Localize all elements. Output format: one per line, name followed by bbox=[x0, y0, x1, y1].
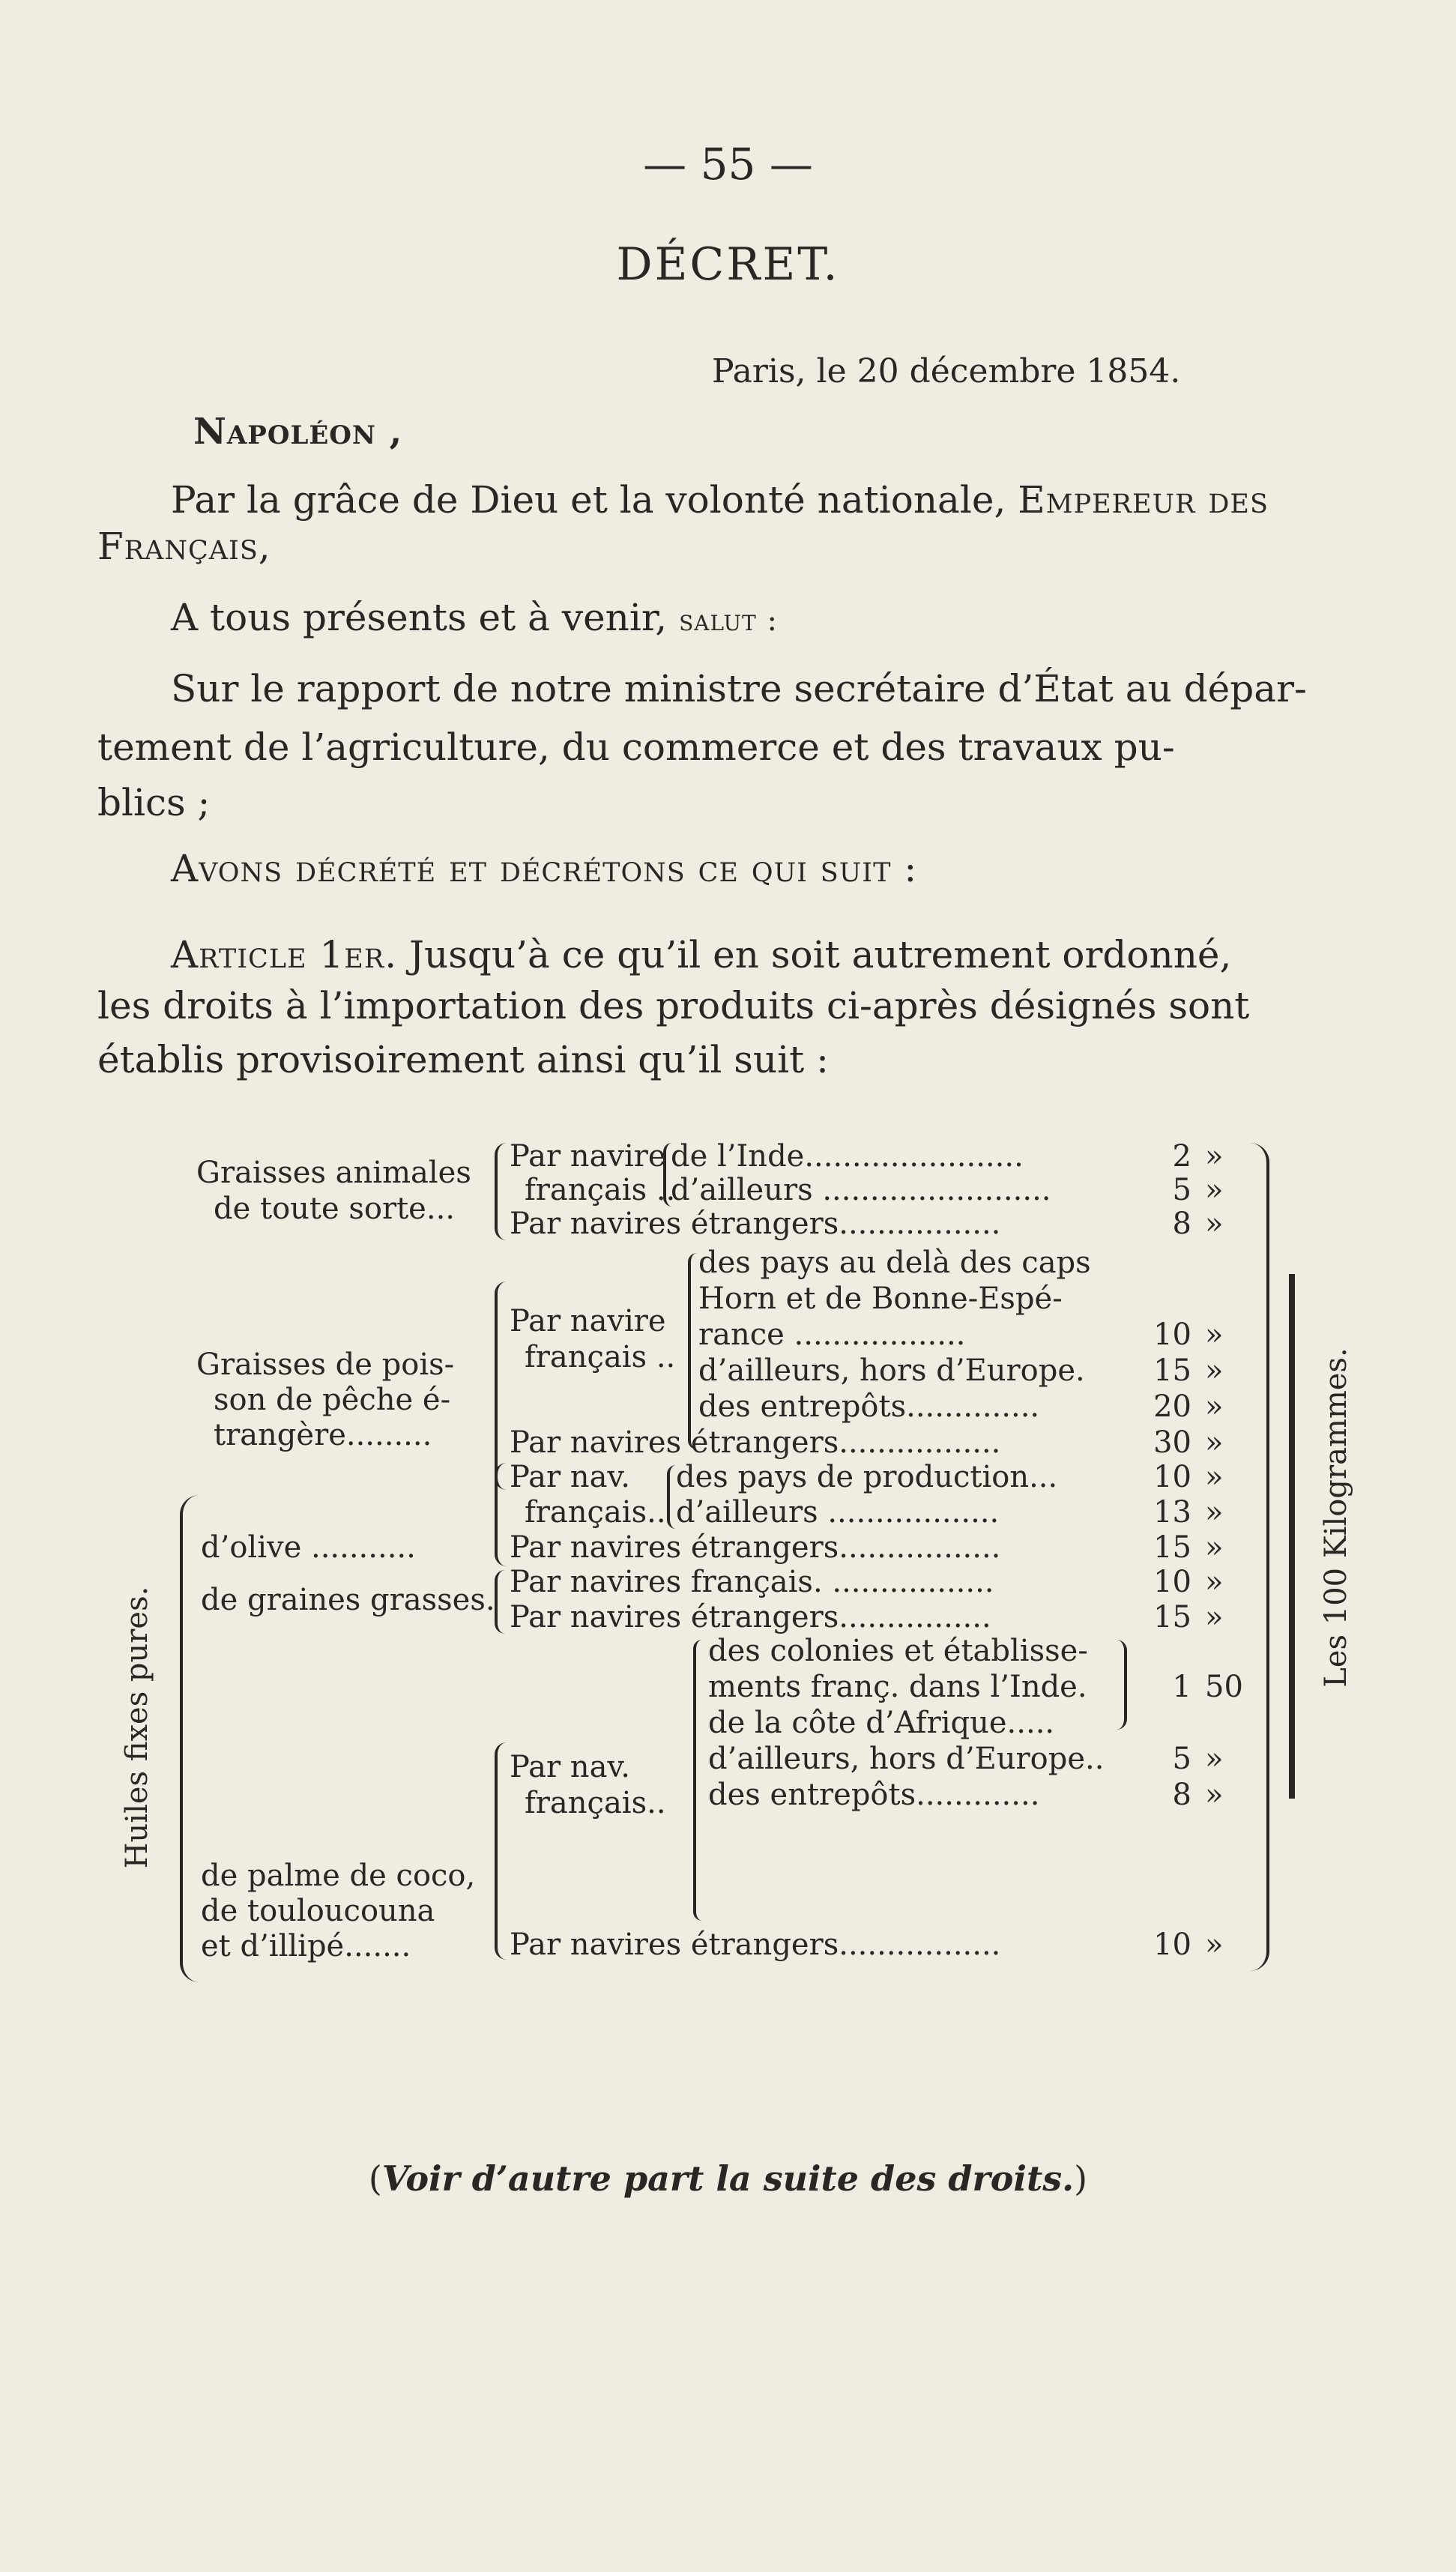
article-line-2: les droits à l’importation des produits ci-après désignés sont bbox=[97, 984, 1250, 1027]
tariff-francs: 5 bbox=[1172, 1742, 1191, 1776]
tariff-origin: de l’Inde....................... bbox=[671, 1139, 1024, 1174]
rapport-line-1: Sur le rapport de notre ministre secrétaire d’État au dépar- bbox=[171, 667, 1307, 710]
tariff-francs: 10 bbox=[1153, 1565, 1191, 1599]
graisses-animales-label-1: Graisses animales bbox=[196, 1156, 471, 1190]
page-number: — 55 — bbox=[643, 139, 813, 190]
brace bbox=[1117, 1640, 1127, 1730]
tariff-origin: des entrepôts............. bbox=[708, 1778, 1040, 1812]
francais-label: français.. bbox=[525, 1495, 666, 1530]
salut-text: A tous présents et à venir, bbox=[171, 596, 668, 639]
tariff-cents: » bbox=[1205, 1139, 1224, 1174]
tariff-origin: Par navires étrangers................. bbox=[510, 1530, 1001, 1565]
article-line-3: établis provisoirement ainsi qu’il suit : bbox=[97, 1038, 829, 1081]
tariff-cents: » bbox=[1205, 1600, 1224, 1634]
tariff-origin: des entrepôts.............. bbox=[698, 1389, 1040, 1424]
graisses-poisson-label-1: Graisses de pois- bbox=[196, 1347, 455, 1382]
huiles-brace bbox=[180, 1495, 202, 1982]
brace bbox=[495, 1282, 507, 1490]
article-label: Article 1er. bbox=[171, 933, 398, 976]
rapport-line-3: blics ; bbox=[97, 781, 211, 824]
colonies-line-3: de la côte d’Afrique..... bbox=[708, 1706, 1055, 1740]
francais-label: français .. bbox=[525, 1173, 676, 1207]
unit-brace bbox=[1244, 1143, 1269, 1971]
tariff-francs: 1 bbox=[1172, 1670, 1191, 1704]
brace bbox=[495, 1742, 507, 1960]
par-nav-label: Par nav. bbox=[510, 1750, 630, 1784]
grace-line-2: Français, bbox=[97, 525, 271, 568]
tariff-francs: 10 bbox=[1153, 1317, 1191, 1352]
tariff-cents: » bbox=[1205, 1389, 1224, 1424]
unit-rule bbox=[1289, 1274, 1295, 1799]
tariff-cents: » bbox=[1205, 1207, 1224, 1241]
tariff-francs: 15 bbox=[1153, 1353, 1191, 1388]
brace bbox=[693, 1640, 702, 1921]
tariff-cents: » bbox=[1205, 1353, 1224, 1388]
colonies-line-1: des colonies et établisse- bbox=[708, 1634, 1088, 1668]
francais-label: français .. bbox=[525, 1340, 676, 1374]
tariff-cents: » bbox=[1205, 1173, 1224, 1207]
tariff-origin: d’ailleurs, hors d’Europe.. bbox=[708, 1742, 1105, 1776]
footer-text: Voir d’autre part la suite des droits. bbox=[381, 2158, 1075, 2199]
unit-label: Les 100 Kilogrammes. bbox=[1319, 1347, 1353, 1688]
tariff-origin: d’ailleurs, hors d’Europe. bbox=[698, 1353, 1085, 1388]
tariff-francs: 15 bbox=[1153, 1530, 1191, 1565]
tariff-cents: 50 bbox=[1205, 1670, 1243, 1704]
caps-line-1: des pays au delà des caps bbox=[698, 1246, 1091, 1280]
tariff-francs: 10 bbox=[1153, 1460, 1191, 1494]
tariff-origin: Par navires étrangers................. bbox=[510, 1928, 1001, 1962]
tariff-origin: d’ailleurs ........................ bbox=[671, 1173, 1051, 1207]
dateline: Paris, le 20 décembre 1854. bbox=[712, 352, 1181, 390]
tariff-origin: rance .................. bbox=[698, 1317, 966, 1352]
tariff-origin: des pays de production... bbox=[676, 1460, 1058, 1494]
salut-line bbox=[171, 596, 778, 639]
brace bbox=[495, 1143, 507, 1240]
par-nav-label: Par nav. bbox=[510, 1460, 630, 1494]
brace bbox=[667, 1465, 676, 1529]
tariff-cents: » bbox=[1205, 1495, 1224, 1530]
tariff-origin: Par navires français. ................. bbox=[510, 1565, 994, 1599]
grace-line-1 bbox=[171, 478, 1269, 522]
footer-note bbox=[0, 2158, 1456, 2199]
palme-label-3: et d’illipé....... bbox=[201, 1929, 411, 1963]
brace bbox=[495, 1463, 507, 1566]
tariff-francs: 2 bbox=[1172, 1139, 1191, 1174]
tariff-origin: Par navires étrangers................. bbox=[510, 1425, 1001, 1460]
tariff-origin: Par navires étrangers................ bbox=[510, 1600, 991, 1634]
colonies-line-2: ments franç. dans l’Inde. bbox=[708, 1670, 1087, 1704]
tariff-origin: d’ailleurs .................. bbox=[676, 1495, 1000, 1530]
huiles-label: Huiles fixes pures. bbox=[120, 1586, 154, 1869]
tariff-cents: » bbox=[1205, 1425, 1224, 1460]
article-line-1 bbox=[171, 933, 1231, 976]
tariff-cents: » bbox=[1205, 1742, 1224, 1776]
emperor-title: Empereur des bbox=[1018, 478, 1269, 522]
caps-line-2: Horn et de Bonne-Espé- bbox=[698, 1282, 1063, 1316]
brace bbox=[688, 1253, 697, 1449]
sovereign-name: Napoléon , bbox=[193, 411, 403, 453]
footer-close: ) bbox=[1074, 2158, 1088, 2199]
graisses-animales-label-2: de toute sorte... bbox=[214, 1192, 455, 1226]
brace bbox=[495, 1570, 505, 1634]
page-title: DÉCRET. bbox=[616, 238, 840, 291]
palme-label-1: de palme de coco, bbox=[201, 1859, 476, 1893]
palme-label-2: de touloucouna bbox=[201, 1894, 435, 1928]
footer-open: ( bbox=[368, 2158, 382, 2199]
tariff-cents: » bbox=[1205, 1530, 1224, 1565]
graisses-poisson-label-3: trangère......... bbox=[214, 1418, 432, 1452]
par-navire-label: Par navire bbox=[510, 1139, 666, 1174]
tariff-francs: 30 bbox=[1153, 1425, 1191, 1460]
tariff-francs: 13 bbox=[1153, 1495, 1191, 1530]
tariff-francs: 5 bbox=[1172, 1173, 1191, 1207]
tariff-francs: 20 bbox=[1153, 1389, 1191, 1424]
tariff-cents: » bbox=[1205, 1778, 1224, 1812]
salut-word: salut : bbox=[679, 603, 779, 638]
graisses-poisson-label-2: son de pêche é- bbox=[214, 1383, 451, 1417]
tariff-cents: » bbox=[1205, 1317, 1224, 1352]
tariff-francs: 15 bbox=[1153, 1600, 1191, 1634]
tariff-cents: » bbox=[1205, 1565, 1224, 1599]
rapport-line-2: tement de l’agriculture, du commerce et des travaux pu- bbox=[97, 725, 1175, 769]
tariff-francs: 8 bbox=[1172, 1207, 1191, 1241]
olive-label: d’olive ........... bbox=[201, 1530, 416, 1565]
par-navire-label: Par navire bbox=[510, 1304, 666, 1338]
tariff-origin: Par navires étrangers................. bbox=[510, 1207, 1001, 1241]
article-text: Jusqu’à ce qu’il en soit autrement ordonné, bbox=[409, 933, 1232, 976]
tariff-cents: » bbox=[1205, 1928, 1224, 1962]
tariff-francs: 10 bbox=[1153, 1928, 1191, 1962]
grace-text: Par la grâce de Dieu et la volonté nationale, bbox=[171, 478, 1006, 522]
avons-decrete: Avons décrété et décrétons ce qui suit : bbox=[171, 847, 918, 890]
tariff-cents: » bbox=[1205, 1460, 1224, 1494]
graines-label: de graines grasses. bbox=[201, 1583, 495, 1617]
francais-label: français.. bbox=[525, 1786, 666, 1820]
tariff-francs: 8 bbox=[1172, 1778, 1191, 1812]
